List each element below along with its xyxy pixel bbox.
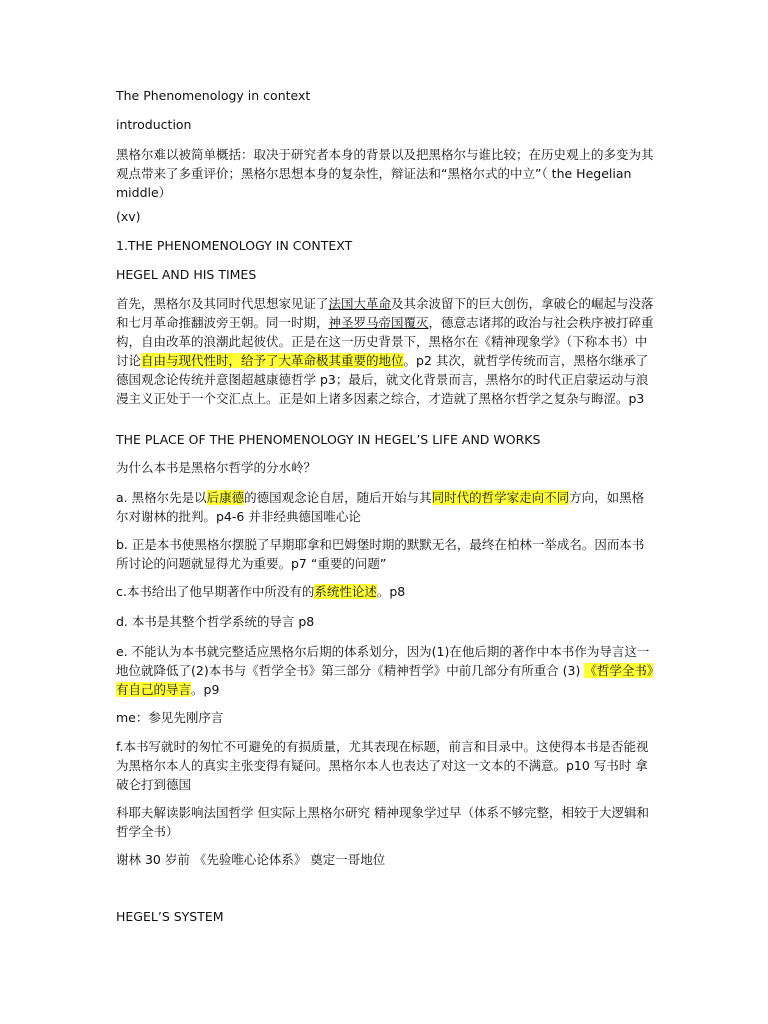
text-run: ，德意志诸邦的政治与社会秩序被打碎重构，自由改革的浪潮此起彼伏。正是在这一历史背景下，黑格尔在《精神现象学》（下称本书）中讨论 xyxy=(116,315,654,368)
text-run: c.本书给出了他早期著作中所没有的 xyxy=(116,584,315,599)
item-a xyxy=(116,488,656,526)
highlighted-text: 同时代的哲学家走向不同 xyxy=(431,490,570,505)
underlined-term: 法国大革命 xyxy=(328,296,392,311)
item-d: d. 本书是其整个哲学系统的导言 p8 xyxy=(116,614,315,629)
highlighted-text: 后康德 xyxy=(206,490,245,505)
text-run: e. 不能认为本书就完整适应黑格尔后期的体系划分，因为(1)在他后期的著作中本书作为导言这一地位就降低了(2)本书与《哲学全书》第三部分《精神哲学》中前几部分有所重合 (3) xyxy=(116,644,650,678)
text-run: 首先，黑格尔及其同时代思想家见证了 xyxy=(116,296,329,311)
me-note: me：参见先刚序言 xyxy=(116,710,224,725)
system-heading: HEGEL’S SYSTEM xyxy=(116,909,224,924)
item-c xyxy=(116,582,405,601)
item-b: b. 正是本书使黑格尔摆脱了早期耶拿和巴姆堡时期的默默无名，最终在柏林一举成名。因而本书所讨论的问题就显得尤为重要。p7 “重要的问题” xyxy=(116,537,645,571)
underlined-term: 神圣罗马帝国覆灭 xyxy=(328,315,429,330)
highlighted-text: 《哲学全书》有自己的导言 xyxy=(116,663,654,697)
schelling-note: 谢林 30 岁前 《先验唯心论体系》 奠定一哥地位 xyxy=(116,852,386,867)
item-e xyxy=(116,642,656,699)
page-reference: (xv) xyxy=(116,209,141,224)
place-heading: THE PLACE OF THE PHENOMENOLOGY IN HEGEL’S LIFE AND WORKS xyxy=(116,432,541,447)
kojeve-note: 科耶夫解读影响法国哲学 但实际上黑格尔研究 精神现象学过早（体系不够完整，相较于大逻辑和哲学全书） xyxy=(116,805,649,839)
highlighted-text: 系统性论述 xyxy=(314,584,377,599)
place-question: 为什么本书是黑格尔哲学的分水岭？ xyxy=(116,460,317,475)
text-run: 。p8 xyxy=(376,584,406,599)
doc-title: The Phenomenology in context xyxy=(116,88,311,103)
text-run: 及其余波留下的巨大创伤，拿破仑的崛起与没落和七月革命推翻波旁王朝。同一时期， xyxy=(116,296,654,330)
intro-heading: introduction xyxy=(116,117,192,132)
highlighted-text: 自由与现代性时，给予了大革命极其重要的地位 xyxy=(141,353,404,368)
section1-heading: 1.THE PHENOMENOLOGY IN CONTEXT xyxy=(116,238,353,253)
text-run: 。p2 其次，就哲学传统而言，黑格尔继承了德国观念论传统并意图超越康德哲学 p3；最后，就文化背景而言，黑格尔的时代正启蒙运动与浪漫主义正处于一个交汇点上。正是如上诸多因素之综合，才造就了黑格尔哲学之复杂与晦涩。p3 xyxy=(116,353,649,406)
times-paragraph xyxy=(116,294,656,408)
times-heading: HEGEL AND HIS TIMES xyxy=(116,267,257,282)
text-run: 的德国观念论自居，随后开始与其 xyxy=(244,490,432,505)
intro-paragraph: 黑格尔难以被简单概括：取决于研究者本身的背景以及把黑格尔与谁比较；在历史观上的多变为其观点带来了多重评价；黑格尔思想本身的复杂性，辩证法和“黑格尔式的中立”（ the Hegelian middle） xyxy=(116,147,654,200)
text-run: a. 黑格尔先是以 xyxy=(116,490,207,505)
item-f: f.本书写就时的匆忙不可避免的有损质量，尤其表现在标题，前言和目录中。这使得本书是否能视为黑格尔本人的真实主张变得有疑问。黑格尔本人也表达了对这一文本的不满意。p10 写书时 拿破仑打到德国 xyxy=(116,739,649,792)
text-run: 。p9 xyxy=(191,682,220,697)
text-run: 方向，如黑格尔对谢林的批判。p4-6 并非经典德国唯心论 xyxy=(116,490,645,524)
